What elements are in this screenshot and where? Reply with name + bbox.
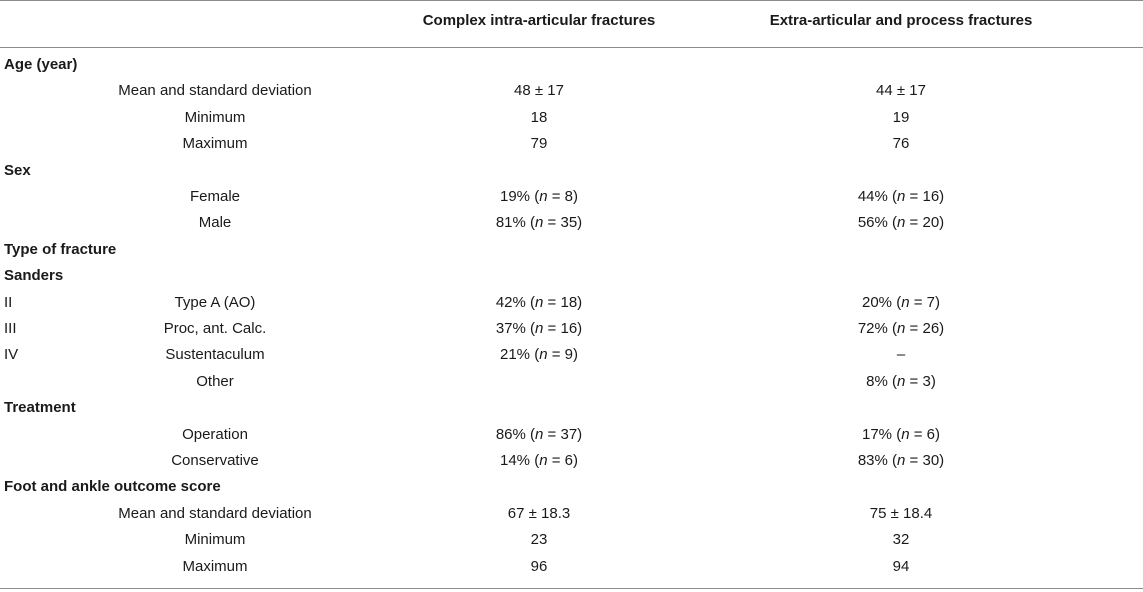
value-complex-intra-articular: 19% (n = 8) [500, 188, 578, 205]
count-value: 3 [922, 372, 931, 390]
percent-value: 86% [495, 425, 526, 443]
section-row [0, 52, 1143, 78]
table-row [0, 78, 1143, 104]
value-complex-intra-articular: 96 [530, 557, 548, 575]
n-symbol: n [535, 425, 544, 443]
n-symbol: n [535, 214, 544, 232]
value-extra-articular: – [896, 346, 906, 364]
section-row [0, 263, 1143, 289]
row-label: Mean and standard deviation [118, 504, 312, 522]
table-row [0, 131, 1143, 157]
n-symbol: n [539, 452, 548, 469]
value-extra-articular: 94 [892, 557, 910, 575]
table-row [0, 554, 1143, 580]
value-complex-intra-articular: 23 [530, 531, 548, 549]
table-row [0, 527, 1143, 553]
value-extra-articular: 44% (n = 16) [857, 188, 945, 205]
percent-value: 44% [857, 188, 888, 205]
row-label: Female [189, 188, 241, 205]
table-row [0, 342, 1143, 368]
header-extra-articular-process: Extra-articular and process fractures [769, 12, 1033, 29]
sanders-grade: III [4, 320, 17, 337]
table-row [0, 422, 1143, 448]
sanders-grade: IV [4, 346, 19, 364]
percent-value: 14% [500, 452, 531, 469]
n-symbol: n [897, 214, 906, 232]
value-extra-articular: 8% (n = 3) [866, 372, 936, 390]
value-complex-intra-articular: 67 ± 18.3 [507, 504, 571, 522]
section-label: Sanders [4, 267, 64, 285]
count-value: 7 [926, 293, 935, 311]
value-extra-articular: 76 [892, 135, 910, 153]
table-row [0, 184, 1143, 210]
section-label: Foot and ankle outcome score [4, 478, 221, 496]
count-value: 18 [560, 293, 578, 311]
table-row [0, 501, 1143, 527]
section-row [0, 474, 1143, 500]
value-extra-articular: 20% (n = 7) [862, 293, 940, 311]
row-label: Mean and standard deviation [118, 82, 312, 100]
count-value: 37 [560, 425, 578, 443]
row-label: Minimum [184, 108, 246, 126]
count-value: 6 [564, 452, 573, 469]
count-value: 8 [564, 188, 573, 205]
section-label: Treatment [4, 399, 76, 417]
n-symbol: n [897, 372, 906, 390]
value-extra-articular: 75 ± 18.4 [869, 504, 933, 522]
row-label: Maximum [182, 135, 248, 153]
value-extra-articular: 56% (n = 20) [857, 214, 945, 232]
section-row [0, 237, 1143, 263]
percent-value: 83% [857, 452, 888, 469]
value-extra-articular: 83% (n = 30) [857, 452, 945, 469]
n-symbol: n [535, 320, 544, 337]
value-extra-articular: 72% (n = 26) [857, 320, 945, 337]
table-row [0, 210, 1143, 236]
value-complex-intra-articular: 81% (n = 35) [495, 214, 583, 232]
n-symbol: n [897, 452, 906, 469]
row-label: Other [196, 372, 234, 390]
section-label: Age (year) [4, 56, 78, 73]
n-symbol: n [901, 425, 910, 443]
n-symbol: n [539, 188, 548, 205]
value-extra-articular: 17% (n = 6) [862, 425, 940, 443]
header-complex-intra-articular: Complex intra-articular fractures [422, 12, 656, 29]
n-symbol: n [901, 293, 910, 311]
value-complex-intra-articular: 86% (n = 37) [495, 425, 583, 443]
count-value: 16 [922, 188, 940, 205]
percent-value: 37% [495, 320, 526, 337]
row-label: Male [198, 214, 232, 232]
count-value: 6 [926, 425, 935, 443]
count-value: 30 [922, 452, 940, 469]
value-complex-intra-articular: 14% (n = 6) [500, 452, 578, 469]
value-complex-intra-articular: 48 ± 17 [514, 82, 564, 100]
sanders-grade: II [4, 293, 13, 311]
percent-value: 17% [862, 425, 893, 443]
section-label: Type of fracture [4, 240, 117, 258]
value-complex-intra-articular: 42% (n = 18) [495, 293, 583, 311]
table-row [0, 448, 1143, 474]
percent-value: 8% [866, 372, 888, 390]
value-extra-articular: 19 [892, 108, 910, 126]
count-value: 16 [560, 320, 578, 337]
value-complex-intra-articular: 21% (n = 9) [500, 346, 578, 364]
value-extra-articular: 32 [892, 531, 910, 549]
percent-value: 19% [500, 188, 531, 205]
n-symbol: n [539, 346, 548, 364]
value-extra-articular: 44 ± 17 [876, 82, 926, 100]
row-label: Type A (AO) [174, 293, 256, 311]
n-symbol: n [897, 320, 906, 337]
n-symbol: n [897, 188, 906, 205]
count-value: 26 [922, 320, 940, 337]
percent-value: 21% [500, 346, 531, 364]
value-complex-intra-articular: 79 [530, 135, 548, 153]
value-complex-intra-articular: 18 [530, 108, 548, 126]
table-bottom-rule [0, 588, 1143, 589]
value-complex-intra-articular: 37% (n = 16) [495, 320, 583, 337]
row-label: Proc, ant. Calc. [163, 320, 267, 337]
percent-value: 56% [857, 214, 888, 232]
table-header-row [0, 8, 1143, 34]
row-label: Maximum [182, 557, 248, 575]
table-row [0, 290, 1143, 316]
row-label: Conservative [171, 452, 259, 469]
row-label: Operation [182, 425, 248, 443]
table-header-rule [0, 47, 1143, 48]
table-top-rule [0, 0, 1143, 1]
table-row [0, 105, 1143, 131]
row-label: Minimum [184, 531, 246, 549]
table-row [0, 369, 1143, 395]
section-row [0, 395, 1143, 421]
count-value: 9 [564, 346, 573, 364]
row-label: Sustentaculum [165, 346, 265, 364]
percent-value: 72% [857, 320, 888, 337]
percent-value: 81% [495, 214, 526, 232]
n-symbol: n [535, 293, 544, 311]
count-value: 35 [560, 214, 578, 232]
percent-value: 20% [862, 293, 893, 311]
table-row [0, 316, 1143, 342]
section-row [0, 158, 1143, 184]
percent-value: 42% [495, 293, 526, 311]
count-value: 20 [922, 214, 940, 232]
section-label: Sex [4, 161, 31, 179]
